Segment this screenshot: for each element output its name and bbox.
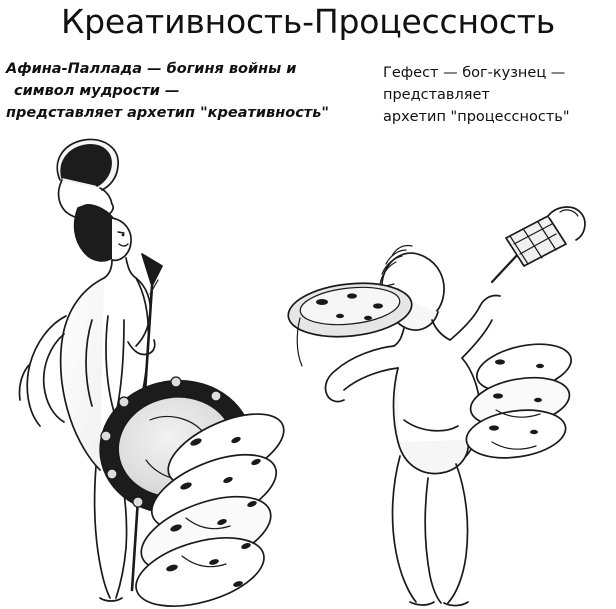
hephaestus-caption-line-3: архетип "процессность": [383, 109, 570, 125]
athena-caption: [6, 58, 356, 124]
athena-figure: [19, 140, 162, 601]
athena-and-hephaestus-drawing: [0, 120, 616, 609]
hephaestus-caption-line-1: Гефест — бог-кузнец —: [383, 65, 566, 81]
page-title: Креативность-Процессность: [60, 2, 556, 41]
athena-caption-line-3: представляет архетип "креативность": [6, 105, 329, 121]
shield-stack-right: [463, 337, 575, 464]
athena-caption-line-1: Афина-Паллада — богиня войны и: [6, 61, 297, 77]
hephaestus-held-shield: [286, 278, 415, 366]
hephaestus-caption-line-2: представляет: [383, 87, 490, 103]
hephaestus-caption: [383, 62, 611, 128]
athena-caption-line-2: символ мудрости —: [14, 83, 180, 99]
